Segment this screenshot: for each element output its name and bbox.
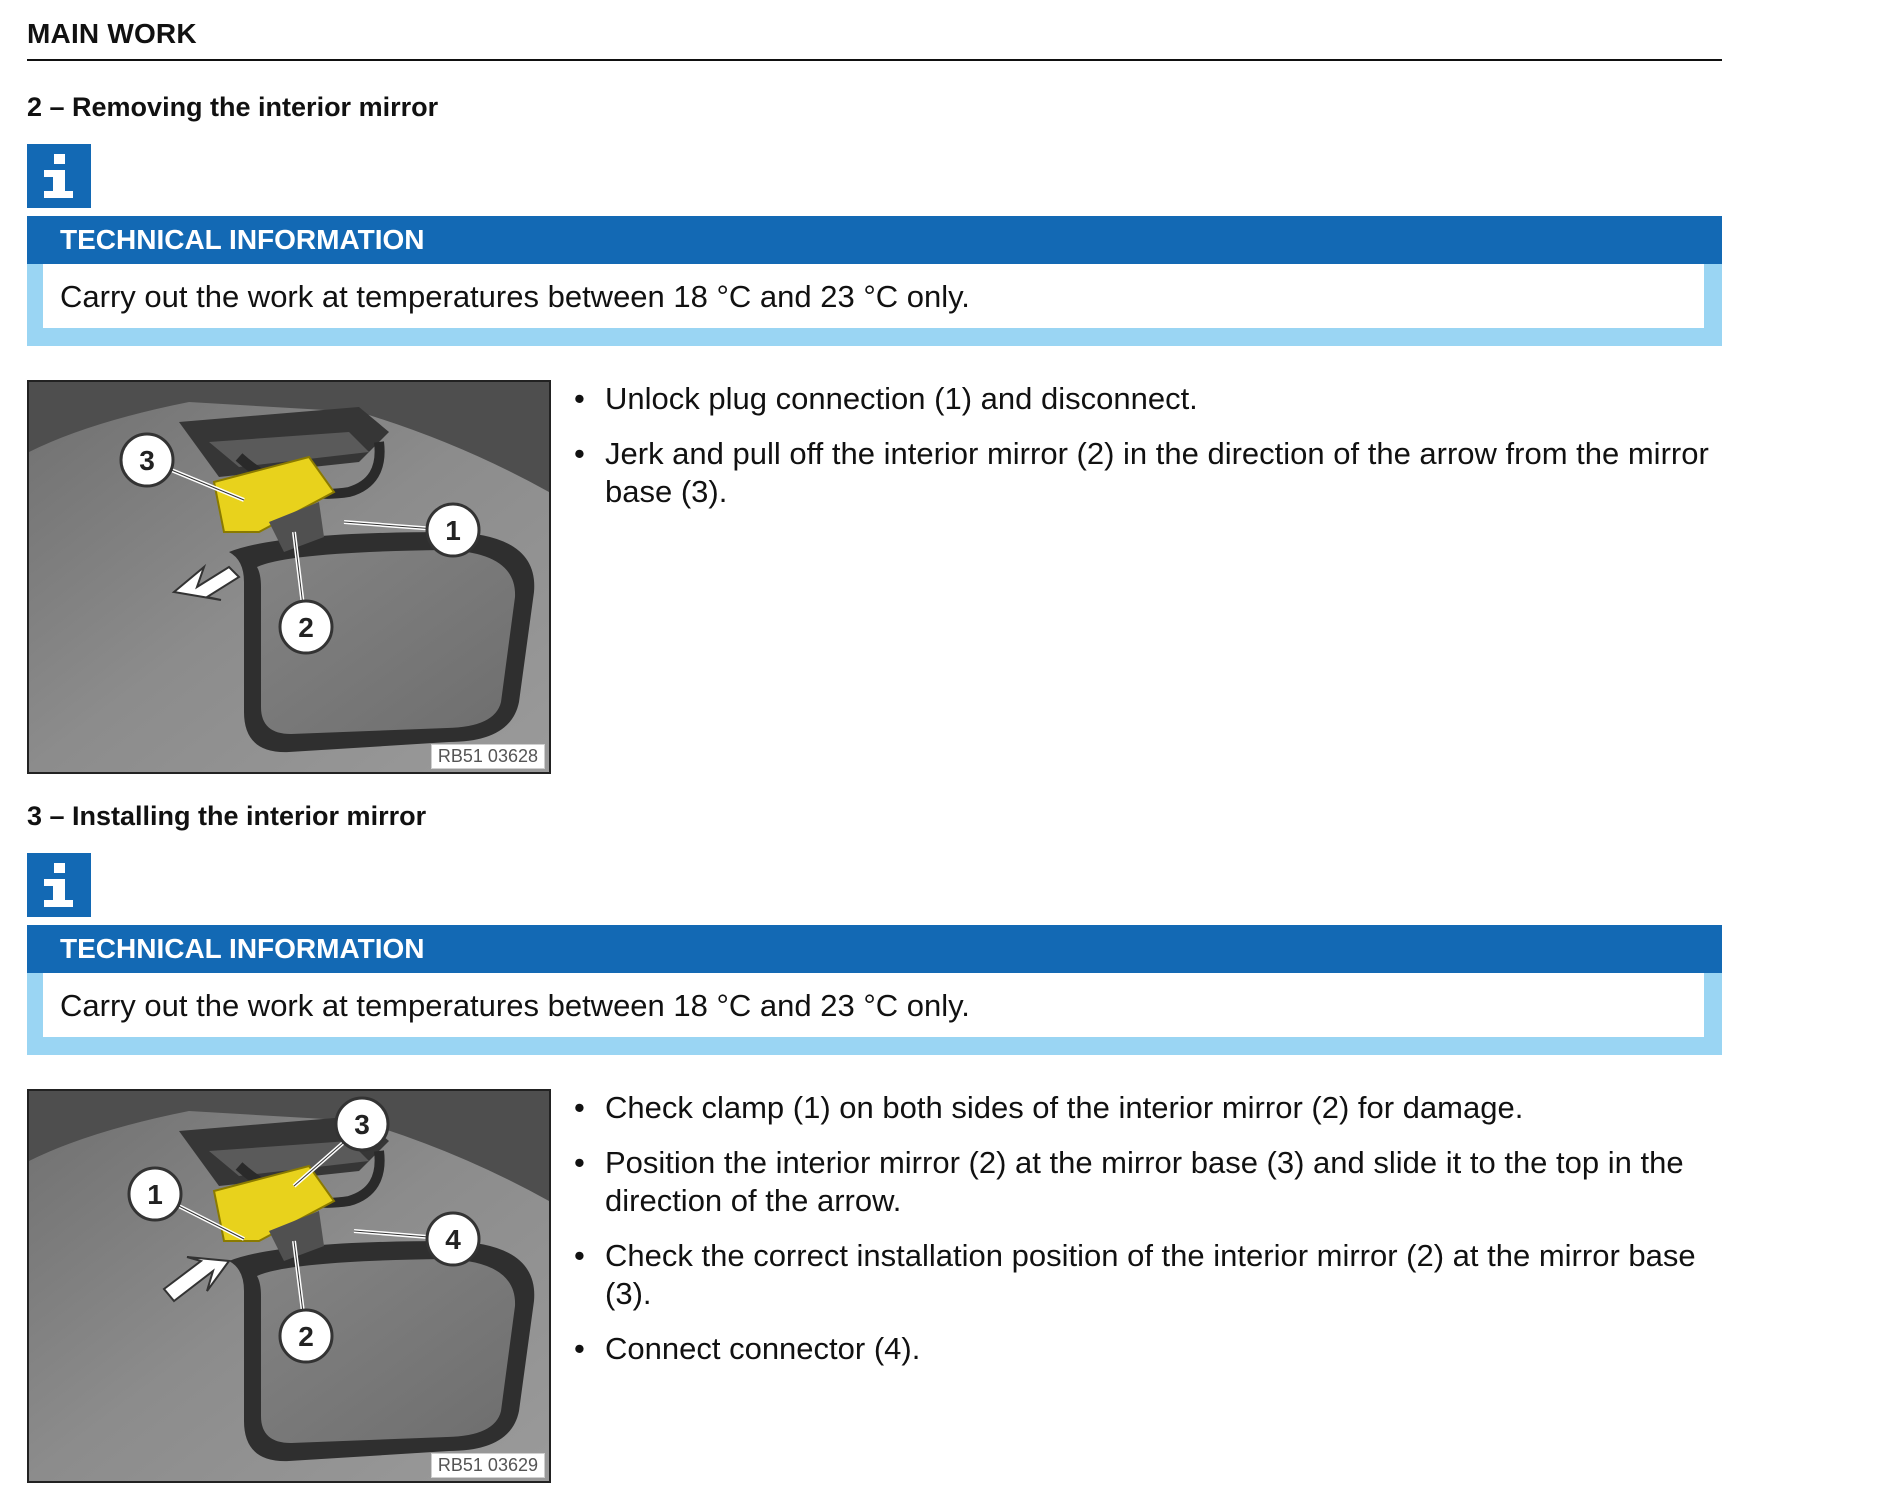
list-item [567, 1237, 1717, 1313]
technical-information-label: TECHNICAL INFORMATION [60, 933, 425, 964]
technical-information-body [43, 264, 1704, 328]
list-item [567, 380, 1717, 418]
callout-3 [336, 1098, 388, 1150]
step-text: Check the correct installation position of the interior mirror (2) at the mirror base (3). [605, 1238, 1696, 1311]
bullet: • [574, 1090, 585, 1125]
callout-3 [121, 434, 173, 486]
svg-text:4: 4 [445, 1224, 461, 1255]
list-item [567, 1330, 1717, 1368]
list-item [567, 435, 1717, 511]
svg-text:2: 2 [298, 612, 314, 643]
svg-text:3: 3 [354, 1109, 370, 1140]
bullet: • [574, 1238, 585, 1273]
list-item [567, 1089, 1717, 1127]
technical-information-header [27, 925, 1722, 973]
section-title: 2 – Removing the interior mirror [27, 92, 439, 122]
mirror-installation-figure [27, 1089, 551, 1483]
bullet: • [574, 1331, 585, 1366]
main-heading: MAIN WORK [27, 18, 197, 49]
list-item [567, 1144, 1717, 1220]
step-text: Connect connector (4). [605, 1331, 921, 1366]
heading-divider [27, 59, 1722, 61]
figure-code: RB51 03628 [431, 744, 545, 769]
bullet: • [574, 1145, 585, 1180]
step-list [567, 380, 1717, 528]
callout-2 [280, 601, 332, 653]
bullet: • [574, 381, 585, 416]
callout-4 [427, 1213, 479, 1265]
step-text: Unlock plug connection (1) and disconnect. [605, 381, 1198, 416]
callout-1 [129, 1168, 181, 1220]
bullet: • [574, 436, 585, 471]
technical-information-label: TECHNICAL INFORMATION [60, 224, 425, 255]
technical-information-header [27, 216, 1722, 264]
step-text: Position the interior mirror (2) at the mirror base (3) and slide it to the top in the direction of the arrow. [605, 1145, 1684, 1218]
figure-code: RB51 03629 [431, 1453, 545, 1478]
svg-text:1: 1 [445, 515, 461, 546]
svg-text:1: 1 [147, 1179, 163, 1210]
technical-information-box [27, 216, 1722, 346]
technical-information-text: Carry out the work at temperatures between 18 °C and 23 °C only. [60, 279, 970, 314]
info-icon [27, 144, 91, 208]
callout-2 [280, 1310, 332, 1362]
step-text: Check clamp (1) on both sides of the interior mirror (2) for damage. [605, 1090, 1524, 1125]
callout-1 [427, 504, 479, 556]
section-title: 3 – Installing the interior mirror [27, 801, 427, 831]
technical-information-text: Carry out the work at temperatures between 18 °C and 23 °C only. [60, 988, 970, 1023]
technical-information-box [27, 925, 1722, 1055]
svg-text:3: 3 [139, 445, 155, 476]
step-text: Jerk and pull off the interior mirror (2) in the direction of the arrow from the mirror base (3). [605, 436, 1709, 509]
info-icon [27, 853, 91, 917]
mirror-removal-figure [27, 380, 551, 774]
svg-text:2: 2 [298, 1321, 314, 1352]
step-list [567, 1089, 1717, 1385]
technical-information-body [43, 973, 1704, 1037]
